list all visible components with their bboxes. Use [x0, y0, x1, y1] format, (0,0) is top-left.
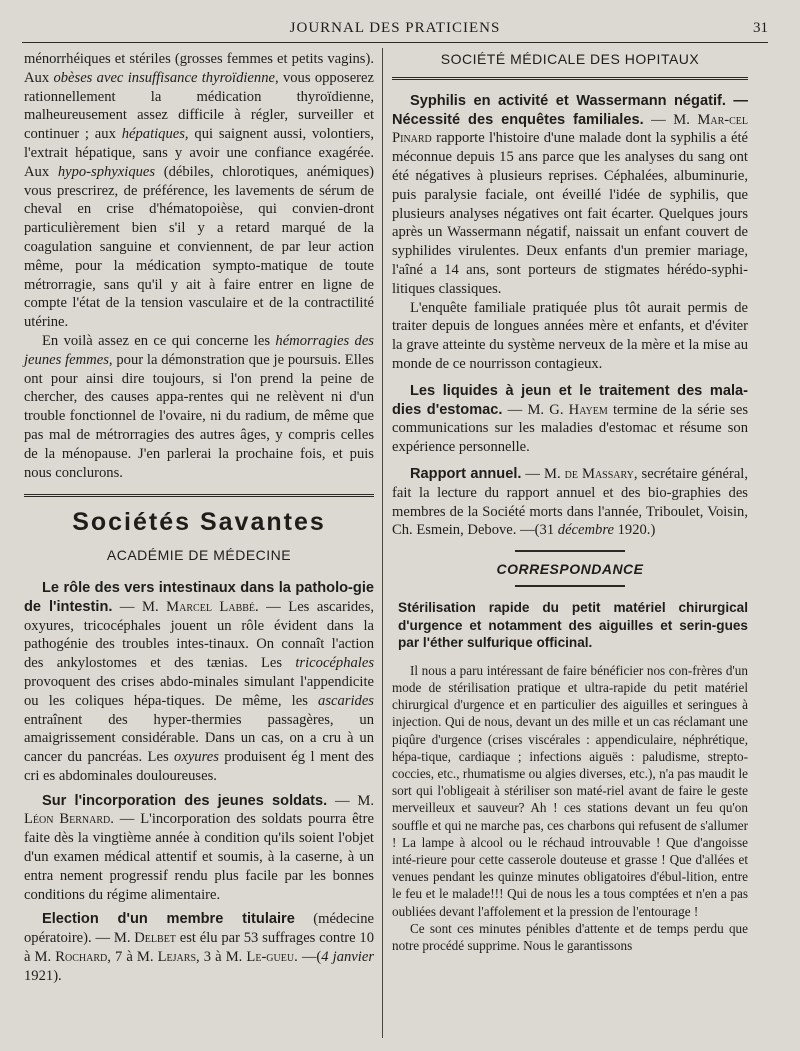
correspondance-paragraph: Ce sont ces minutes pénibles d'attente et de temps perdu que notre procédé supprime. Nous le garantissons: [392, 920, 748, 953]
article-vers-intestinaux: Le rôle des vers intestinaux dans la patholo-gie de l'intestin. — M. Marcel Labbé. — Les ascarides, oxyures, tricocéphales jouent un rôle évident dans la pathogénie des troubles intes-tinaux. On connaît l'action des ankylostomes et des tænias. Les tricocéphales provoquent des crises abdo-minales simulant l'appendicite ou les coliques hépa-tiques. De même, les ascarides entraînent des hyper-thermies passagères, un amaigrissement considérable. Dans un cas, on a cru à un cancer du pancréas. Les oxyures produisent ég l ment des cri es abdominales douloureuses.: [24, 579, 374, 784]
page-header: [22, 18, 768, 43]
section-divider: [515, 585, 625, 587]
column-divider: [382, 48, 383, 1038]
section-divider: [515, 550, 625, 552]
right-column: [392, 50, 748, 954]
section-title-correspondance: CORRESPONDANCE: [496, 561, 644, 578]
section-divider: [24, 494, 374, 497]
article-syphilis: Syphilis en activité et Wassermann négatif. — Nécessité des enquêtes familiales. — M. Mar-cel Pinard rapporte l'histoire d'une malade dont la syphilis a été méconnue depuis 15 ans parce que les analyses du sang ont été négatives à plusieurs reprises. Céphalées, albuminurie, puis paralysie faciale, ont éveillé l'idée de syphilis, que plusieurs analyses négatives ont fait écarter. Quelques jours après un Wassermann négatif, naissait un enfant couvert de syphilides virulentes. Deux enfants d'un premier mariage, l'aîné a 14 ans, sont porteurs de stigmates hérédo-syphi-litiques classiques.: [392, 92, 748, 297]
correspondance-paragraph: Il nous a paru intéressant de faire bénéficier nos con-frères d'un mode de stérilisation pratique et ultra-rapide du petit matériel chirurgical d'urgence et en particulier des aiguilles et seringues à injection. Qui de nous, devant un des mille et un cas réclamant une piqûre d'urgence (crises viscérales : appendiculaire, néphrétique, hépa-tique, cardiaque ; infections aiguës : paludisme, strepto-coccies, etc., rhumatisme ou algies diverses, etc.), n'a pas maudit le sort qui l'obligeait à stériliser son maté-riel avant de faire le geste merveilleux et sauveur? Ah ! ces stations devant un feu qu'on souffle et qui ne marche pas, ces charbons qui refusent de s'allumer ! La lampe à alcool ou le réchaud introuvable ! Que d'angoisse inté-rieure pour cette casserole douteuse et grasse ! Que d'allées et venues pendant les quinze minutes obligatoires d'ébul-lition, entre le feu et le malade!!! Qui de nous les a tous comptées et n'en a pas oubliées devant l'affolement et la pression de l'entourage !: [392, 662, 748, 919]
page-number: 31: [753, 20, 768, 36]
section-title-societes-savantes: Sociétés Savantes: [72, 508, 326, 537]
article-liquides-a-jeun: Les liquides à jeun et le traitement des mala-dies d'estomac. — M. G. Hayem termine de la série ses communications sur les maladies d'estomac et résume son expérience personnelle.: [392, 382, 748, 456]
section-divider: [392, 77, 748, 80]
article-election: Election d'un membre titulaire (médecine opératoire). — M. Delbet est élu par 53 suffrages contre 10 à M. Rochard, 7 à M. Lejars, 3 à M. Le-gueu. —(4 janvier 1921).: [24, 911, 374, 984]
paragraph: En voilà assez en ce qui concerne les hémorragies des jeunes femmes, pour la démonstration que je poursuis. Elles ont pour ainsi dire toujours, si l'on prend la peine de chercher, des causes appa-rentes qui ne relèvent ni d'un trouble fonctionnel de l'ovaire, ni du radium, de même que pas mal de métrorragies des autres âges, y compris celles de la ménopause. J'en parlerai la prochaine fois, et puis nous conclurons.: [24, 332, 374, 481]
subsection-title-societe-medicale: SOCIÉTÉ MÉDICALE DES HOPITAUX: [440, 51, 700, 67]
article-jeunes-soldats: Sur l'incorporation des jeunes soldats. — M. Léon Bernard. — L'incorporation des soldats pourra être faite dès la vingtième année à condition qu'ils soient l'objet d'un examen médical attentif et soumis, à la caserne, à un entra nement progressif rendu plus facile par les bonnes conditions du régime alimentaire.: [24, 792, 374, 903]
paragraph: L'enquête familiale pratiquée plus tôt aurait permis de traiter depuis de longues années mère et enfants, et d'éviter la grave atteinte du système nerveux de la mère et la mise au monde de ce nourrisson contagieux.: [392, 299, 748, 372]
journal-title: JOURNAL DES PRATICIENS: [289, 20, 501, 36]
left-column: [24, 50, 374, 986]
paragraph: ménorrhéiques et stériles (grosses femmes et petits vagins). Aux obèses avec insuffisance thyroïdienne, vous opposerez rationnellement la médication thyroïdienne, malheureusement assez difficile à régler, surveiller et continuer ; aux hépatiques, qui saignent aussi, volontiers, l'extrait hépatique, sans y avoir une confiance exagérée. Aux hypo-sphyxiques (débiles, chlorotiques, anémiques) vous prescrirez, de préférence, les lavements de sérum de cheval en crise d'hématopoièse, qui convien-dront particulièrement bien s'il y a retard marqué de la coagulation sanguine et conviennent, de par leur action même, pour la médication sympto-matique de toute métrorragie, sans qu'il y ait à faire entrer en ligne de compte l'état de la tension vasculaire et de la contractilité utérine.: [24, 51, 375, 331]
subsection-title-academie: ACADÉMIE DE MÉDECINE: [106, 547, 292, 564]
article-rapport-annuel: Rapport annuel. — M. de Massary, secrétaire général, fait la lecture du rapport annuel et des bio-graphies des membres de la Société morts dans l'année, Triboulet, Voisin, Ch. Esmein, Debove. —(31 décembre 1920.): [392, 465, 749, 539]
correspondance-article-title: Stérilisation rapide du petit matériel chirurgical d'urgence et notamment des aiguilles et serin-gues par l'éther sulfurique officinal.: [398, 599, 748, 651]
